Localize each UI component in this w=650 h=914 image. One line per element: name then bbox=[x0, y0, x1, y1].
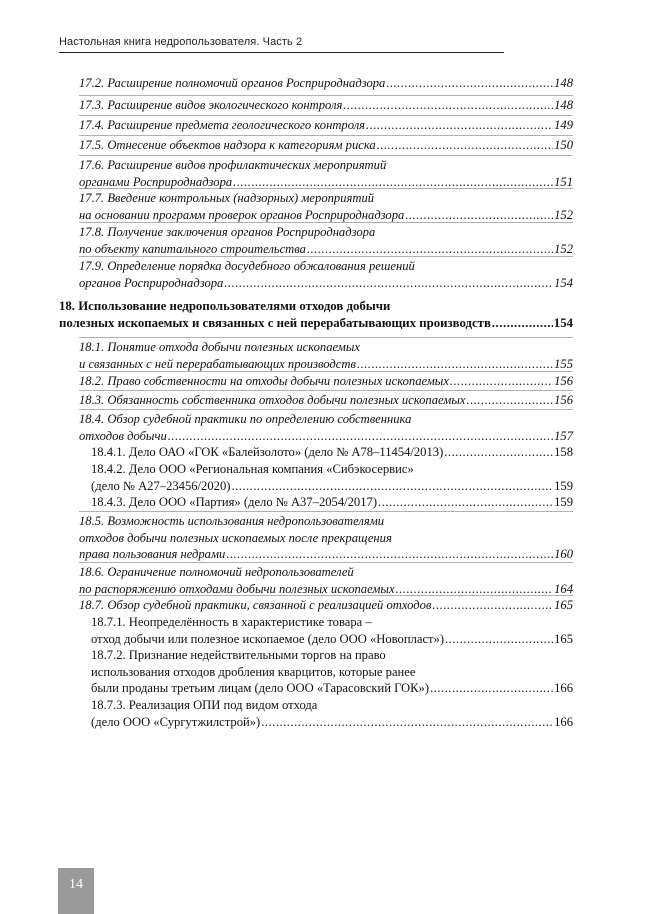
dot-leader bbox=[396, 581, 554, 598]
dot-leader bbox=[224, 275, 553, 292]
toc-entry-title: отход добычи или полезное ископаемое (дело ООО «Новопласт») bbox=[91, 631, 445, 646]
toc-entry-title: были проданы третьим лицам (дело ООО «Тарасовский ГОК») bbox=[91, 681, 430, 695]
toc-entry-title: 18.1. Понятие отхода добычи полезных ископаемых bbox=[79, 340, 360, 354]
toc-page-number: 149 bbox=[554, 118, 573, 132]
toc-page-number: 148 bbox=[554, 76, 573, 90]
toc-entry-title: 17.4. Расширение предмета геологического контроля bbox=[79, 118, 366, 132]
toc-entry-title: 17.3. Расширение видов экологического контроля bbox=[79, 98, 343, 112]
toc-page-number: 155 bbox=[554, 356, 573, 371]
toc-page-number: 165 bbox=[554, 631, 573, 646]
running-header: Настольная книга недропользователя. Часть 2 bbox=[59, 36, 303, 48]
toc-page-number: 150 bbox=[554, 138, 573, 152]
dot-leader bbox=[430, 680, 553, 697]
toc-chapter-entry[interactable] bbox=[59, 298, 573, 331]
page-number-box bbox=[58, 868, 94, 914]
toc-page-number: 159 bbox=[554, 478, 573, 493]
toc-entry-title: 18.3. Обязанность собственника отходов добычи полезных ископаемых bbox=[79, 393, 466, 407]
toc-section-entry[interactable] bbox=[79, 597, 573, 614]
toc-page-number: 160 bbox=[554, 547, 573, 561]
dot-leader bbox=[432, 597, 553, 614]
toc-section-entry[interactable] bbox=[79, 190, 573, 223]
toc-divider bbox=[79, 390, 573, 391]
toc-divider bbox=[79, 115, 573, 116]
toc-page-number: 157 bbox=[554, 428, 573, 443]
toc-entry-title: 18.5. Возможность использования недропользователями bbox=[79, 514, 385, 528]
toc-page-number: 164 bbox=[554, 581, 573, 596]
toc-entry-title: отходов добычи bbox=[79, 428, 167, 443]
toc-page-number: 156 bbox=[554, 393, 573, 407]
dot-leader bbox=[366, 117, 553, 134]
toc-entry-title: полезных ископаемых и связанных с ней перерабатывающих производств bbox=[59, 315, 491, 330]
page-number: 14 bbox=[69, 877, 83, 892]
toc-section-entry[interactable] bbox=[79, 157, 573, 190]
toc-page-number: 152 bbox=[554, 241, 573, 256]
toc-page-number: 158 bbox=[554, 445, 573, 459]
toc-entry-title: 18.7.3. Реализация ОПИ под видом отхода bbox=[91, 698, 318, 712]
toc-entry-title: органов Росприроднадзора bbox=[79, 275, 224, 290]
toc-entry-title: 18.4.2. Дело ООО «Региональная компания «Сибэкосервис» bbox=[91, 462, 414, 476]
toc-divider bbox=[79, 409, 573, 410]
toc-divider bbox=[79, 135, 573, 136]
dot-leader bbox=[377, 137, 553, 154]
toc-entry-title: 17.8. Получение заключения органов Росприроднадзора bbox=[79, 225, 376, 239]
toc-section-entry[interactable] bbox=[79, 137, 573, 154]
dot-leader bbox=[444, 444, 553, 461]
toc-divider bbox=[79, 95, 573, 96]
toc-page-number: 152 bbox=[554, 207, 573, 222]
toc-section-entry[interactable] bbox=[79, 75, 573, 92]
toc-section-entry[interactable] bbox=[79, 224, 573, 257]
dot-leader bbox=[405, 207, 553, 224]
dot-leader bbox=[357, 356, 553, 373]
dot-leader bbox=[492, 315, 553, 332]
toc-entry-title: и связанных с ней перерабатывающих производств bbox=[79, 356, 356, 371]
toc-subsection-entry[interactable] bbox=[91, 494, 573, 511]
toc-entry-title: использования отходов дробления кварцитов, которые ранее bbox=[91, 664, 416, 679]
toc-page-number: 165 bbox=[554, 598, 573, 612]
dot-leader bbox=[261, 714, 553, 731]
toc-entry-title: по распоряжению отходами добычи полезных ископаемых bbox=[79, 581, 395, 596]
toc-section-entry[interactable] bbox=[79, 339, 573, 372]
toc-entry-title: органами Росприроднадзора bbox=[79, 174, 233, 189]
toc-section-entry[interactable] bbox=[79, 564, 573, 597]
toc-page-number: 154 bbox=[553, 315, 573, 330]
dot-leader bbox=[168, 428, 553, 445]
toc-entry-title: 17.9. Определение порядка досудебного обжалования решений bbox=[79, 259, 415, 273]
toc-section-entry[interactable] bbox=[79, 97, 573, 114]
dot-leader bbox=[386, 75, 553, 92]
dot-leader bbox=[343, 97, 553, 114]
dot-leader bbox=[450, 373, 553, 390]
toc-page-number: 156 bbox=[554, 374, 573, 388]
toc-entry-title: 18. Использование недропользователями отходов добычи bbox=[59, 299, 391, 313]
toc-entry-title: 18.7.2. Признание недействительными торгов на право bbox=[91, 648, 386, 662]
toc-subsection-entry[interactable] bbox=[91, 647, 573, 697]
toc-section-entry[interactable] bbox=[79, 513, 573, 563]
toc-subsection-entry[interactable] bbox=[91, 614, 573, 647]
dot-leader bbox=[226, 546, 553, 563]
toc-entry-title: 17.7. Введение контрольных (надзорных) мероприятий bbox=[79, 191, 375, 205]
toc-entry-title: 18.4.3. Дело ООО «Партия» (дело № А37–2054/2017) bbox=[91, 495, 378, 509]
toc-entry-title: на основании программ проверок органов Росприроднадзора bbox=[79, 207, 405, 222]
toc-entry-title: 18.4.1. Дело ОАО «ГОК «Балейзолото» (дело № А78–11454/2013) bbox=[91, 445, 444, 459]
toc-divider bbox=[79, 155, 573, 156]
toc-entry-title: 18.2. Право собственности на отходы добычи полезных ископаемых bbox=[79, 374, 449, 388]
dot-leader bbox=[233, 174, 553, 191]
header-rule bbox=[59, 52, 504, 53]
toc-subsection-entry[interactable] bbox=[91, 444, 573, 461]
toc-section-entry[interactable] bbox=[79, 373, 573, 390]
toc-entry-title: (дело № А27–23456/2020) bbox=[91, 478, 231, 493]
toc-entry-title: 18.7.1. Неопределённость в характеристике товара – bbox=[91, 615, 372, 629]
dot-leader bbox=[231, 478, 553, 495]
toc-page-number: 166 bbox=[554, 681, 573, 695]
toc-divider bbox=[79, 337, 573, 338]
toc-subsection-entry[interactable] bbox=[91, 697, 573, 730]
toc-entry-title: 18.4. Обзор судебной практики по определению собственника bbox=[79, 412, 412, 426]
toc-page-number: 154 bbox=[554, 275, 573, 290]
toc-section-entry[interactable] bbox=[79, 392, 573, 409]
toc-page-number: 159 bbox=[554, 495, 573, 509]
toc-entry-title: 18.6. Ограничение полномочий недропользователей bbox=[79, 565, 354, 579]
toc-page-number: 148 bbox=[554, 98, 573, 112]
dot-leader bbox=[445, 631, 553, 648]
toc-section-entry[interactable] bbox=[79, 117, 573, 134]
toc-entry-title: отходов добычи полезных ископаемых после прекращения bbox=[79, 530, 392, 545]
toc-page-number: 166 bbox=[554, 714, 573, 729]
toc-entry-title: по объекту капитального строительства bbox=[79, 241, 306, 256]
dot-leader bbox=[378, 494, 553, 511]
toc-divider bbox=[79, 511, 573, 512]
dot-leader bbox=[466, 392, 553, 409]
toc-section-entry[interactable] bbox=[79, 258, 573, 291]
toc-entry-title: 17.5. Отнесение объектов надзора к категориям риска bbox=[79, 138, 376, 152]
dot-leader bbox=[307, 241, 553, 258]
toc-subsection-entry[interactable] bbox=[91, 461, 573, 494]
toc-entry-title: (дело ООО «Сургутжилстрой») bbox=[91, 714, 261, 729]
toc-entry-title: 17.6. Расширение видов профилактических мероприятий bbox=[79, 158, 387, 172]
toc-entry-title: 17.2. Расширение полномочий органов Росприроднадзора bbox=[79, 76, 386, 90]
toc-entry-title: 18.7. Обзор судебной практики, связанной с реализацией отходов bbox=[79, 598, 432, 612]
toc-entry-title: права пользования недрами bbox=[79, 547, 226, 561]
toc-section-entry[interactable] bbox=[79, 411, 573, 444]
toc-page-number: 151 bbox=[554, 174, 573, 189]
